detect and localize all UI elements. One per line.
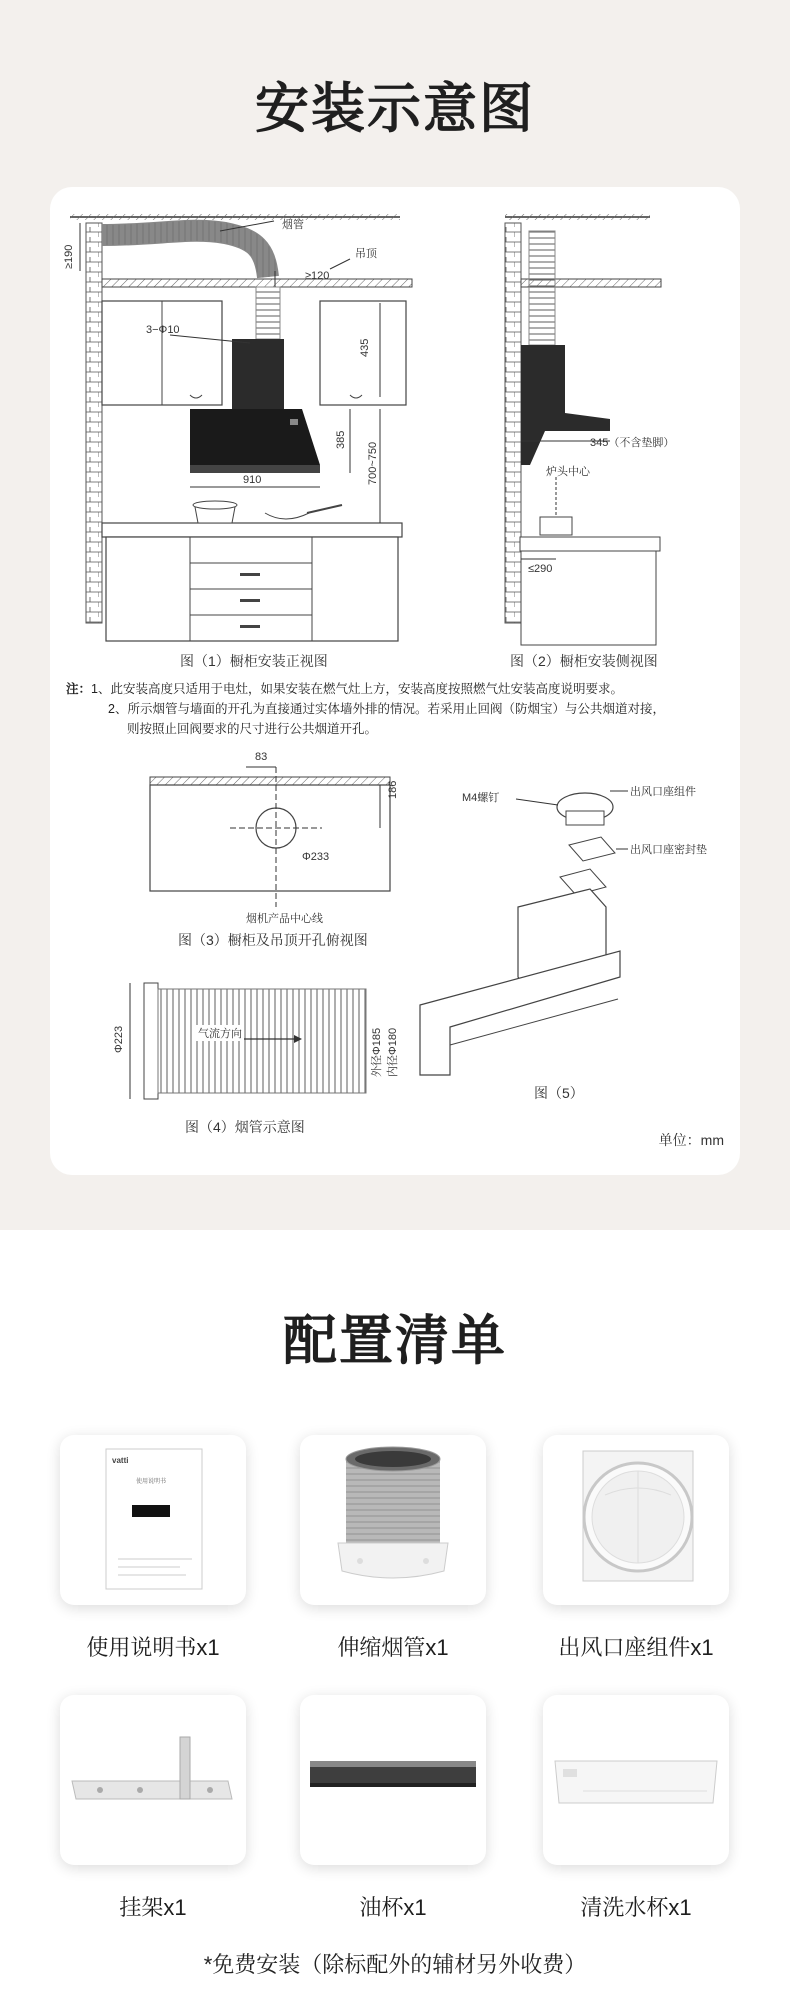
label-385: 385 [335,430,347,449]
config-item-oil-cup [300,1695,486,1922]
label-223: Φ223 [113,1025,125,1053]
label-duct: 烟管 [282,219,304,231]
outlet-gasket [569,837,615,861]
config-item-manual [60,1435,246,1662]
wash-cup-icon [543,1695,729,1865]
countertop [102,523,402,537]
label-outlet-assembly: 出风口座组件 [630,786,696,798]
config-item-outlet [543,1435,729,1662]
label-3-holes: 3−Φ10 [146,324,180,336]
config-item-wash-cup [543,1695,729,1922]
label-airflow: 气流方向 [198,1028,242,1040]
note-prefix: 注： [66,682,92,696]
install-notes [66,679,736,739]
note-line-3: 则按照止回阀要求的尺寸进行公共烟道开孔。 [127,722,378,736]
figure-3-top-view [150,751,399,948]
manual-icon [60,1435,246,1605]
manual-title-text: 使用说明书 [136,1479,167,1485]
label-ceiling: 吊顶 [355,248,377,260]
label-700-750: 700~750 [367,441,379,485]
item-label-duct: 伸缩烟管x1 [337,1635,449,1660]
label-min-120: ≥120 [305,270,330,282]
label-inner-diameter: 内径Φ180 [387,1027,399,1077]
fig3-caption: 图（3）橱柜及吊顶开孔俯视图 [178,932,368,948]
fig2-caption: 图（2）橱柜安装侧视图 [510,653,658,669]
duct-icon [300,1435,486,1605]
outlet-icon [543,1435,729,1605]
label-centerline: 烟机产品中心线 [246,913,323,925]
item-label-oil-cup: 油杯x1 [359,1895,427,1920]
label-233: Φ233 [302,851,330,863]
fig1-caption: 图（1）橱柜安装正视图 [180,653,328,669]
label-190: ≥190 [63,244,75,269]
label-345: 345（不含垫脚） [590,437,675,449]
label-83: 83 [255,751,268,763]
flexible-duct [158,989,366,1093]
figure-2-side-view [505,217,674,669]
diagram-card [50,187,740,1175]
fig5-caption: 图（5） [534,1085,584,1101]
label-m4-screw: M4螺钉 [462,792,500,804]
label-186: 186 [387,780,399,799]
item-label-manual: 使用说明书x1 [86,1635,220,1660]
oil-cup-icon [300,1695,486,1865]
figure-1-front-view [63,217,412,669]
note-line-2: 2、所示烟管与墙面的开孔为直接通过实体墙外排的情况。若采用止回阀（防烟宝）与公共烟道对接， [108,702,665,716]
config-title: 配置清单 [283,1311,507,1371]
range-hood [190,409,320,465]
install-footnote: *免费安装（除标配外的辅材另外收费） [203,1952,587,1977]
manual-brand-text: vatti [112,1456,129,1465]
config-item-duct [300,1435,486,1662]
unit-label: 单位：mm [658,1132,724,1148]
bracket-icon [60,1695,246,1865]
hood-chimney [232,339,284,409]
figure-4-duct [113,983,399,1135]
item-label-outlet: 出风口座组件x1 [558,1635,714,1660]
label-burner-center: 炉头中心 [546,466,590,478]
pan-icon [265,513,309,519]
config-item-bracket [60,1695,246,1922]
note-line-1: 1、此安装高度只适用于电灶，如果安装在燃气灶上方，安装高度按照燃气灶安装高度说明要求。 [91,682,623,696]
item-label-wash-cup: 清洗水杯x1 [580,1895,692,1920]
label-290: ≤290 [528,563,553,575]
suspended-ceiling [102,279,412,287]
label-outer-diameter: 外径Φ185 [371,1027,383,1077]
fig4-caption: 图（4）烟管示意图 [185,1119,305,1135]
label-outlet-gasket: 出风口座密封垫 [630,844,707,856]
label-910: 910 [243,474,262,486]
label-435: 435 [359,338,371,357]
brick-wall [86,223,102,623]
figure-5-assembly [420,784,707,1101]
install-title: 安装示意图 [255,79,535,139]
item-label-bracket: 挂架x1 [119,1895,187,1920]
